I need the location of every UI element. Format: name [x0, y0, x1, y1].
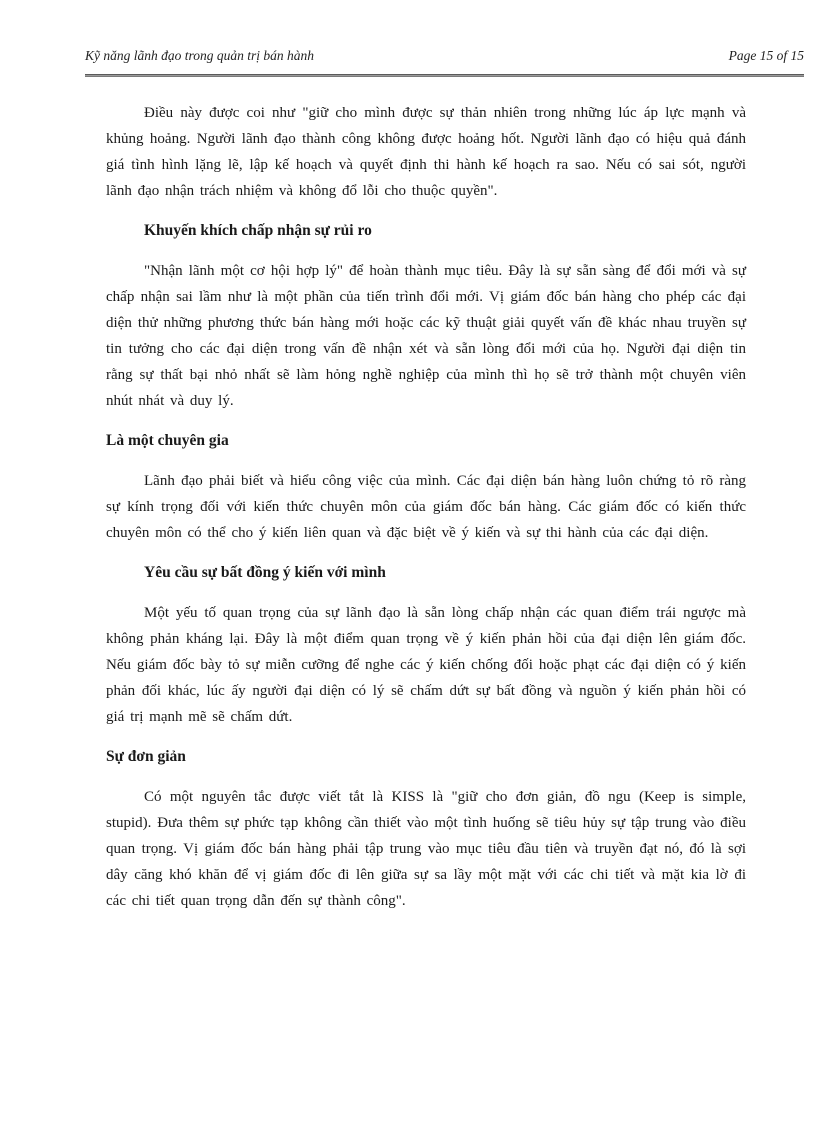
section-heading: Yêu cầu sự bất đồng ý kiến với mình — [144, 564, 386, 581]
running-title: Kỹ năng lãnh đạo trong quản trị bán hành — [85, 48, 315, 63]
paragraph: Có một nguyên tắc được viết tắt là KISS là "giữ cho đơn giản, đồ ngu (Keep is simple, stupid). Đưa thêm sự phức tạp không cần thiết vào một tình huống sẽ tiêu hủy sự tập trung vào điều quan trọng. Vị giám đốc bán hàng phải tập trung vào mục tiêu đầu tiên và truyền đạt nó, đó là sợi dây căng khó khăn để vị giám đốc đi lên giữa sự sa lầy một mặt với các chi tiết và mặt kia lờ đi các chi tiết quan trọng dẫn đến sự thành công". — [106, 789, 746, 909]
header-divider — [85, 74, 804, 77]
page-header — [85, 48, 804, 64]
paragraph: Lãnh đạo phải biết và hiểu công việc của mình. Các đại diện bán hàng luôn chứng tỏ rõ ràng sự kính trọng đối với kiến thức chuyên môn của giám đốc bán hàng. Các giám đốc có kiến thức chuyên môn có thể cho ý kiến liên quan và đặc biệt về ý kiến và sự thi hành của các đại diện. — [106, 473, 746, 541]
section-heading: Sự đơn giản — [106, 748, 186, 765]
paragraph: Điều này được coi như "giữ cho mình được sự thản nhiên trong những lúc áp lực mạnh và khủng hoảng. Người lãnh đạo thành công không được hoảng hốt. Người lãnh đạo có hiệu quả đánh giá tình hình lặng lẽ, lập kế hoạch và quyết định thi hành kế hoạch ra sao. Nếu có sai sót, người lãnh đạo nhận trách nhiệm và không đổ lỗi cho thuộc quyền". — [106, 105, 746, 199]
page-number-label: Page 15 of 15 — [728, 48, 804, 63]
document-body — [106, 100, 746, 928]
section-heading: Khuyến khích chấp nhận sự rủi ro — [144, 222, 372, 239]
section-heading: Là một chuyên gia — [106, 432, 229, 449]
paragraph: Một yếu tố quan trọng của sự lãnh đạo là sẵn lòng chấp nhận các quan điểm trái ngược mà không phản kháng lại. Đây là một điểm quan trọng về ý kiến phản hồi của đại diện lên giám đốc. Nếu giám đốc bày tỏ sự miễn cưỡng để nghe các ý kiến chống đối hoặc phạt các đại diện có ý kiến phản đối khác, lúc ấy người đại diện có lý sẽ chấm dứt sự bất đồng và nguồn ý kiến phản hồi có giá trị mạnh mẽ sẽ chấm dứt. — [106, 605, 746, 725]
paragraph: "Nhận lãnh một cơ hội hợp lý" để hoàn thành mục tiêu. Đây là sự sẵn sàng để đổi mới và sự chấp nhận sai lầm như là một phần của tiến trình đổi mới. Vị giám đốc bán hàng cho phép các đại diện thử những phương thức bán hàng mới hoặc các kỹ thuật giải quyết vấn đề khác nhau truyền sự tin tưởng cho các đại diện trong vấn đề nhận xét và sẵn lòng đổi mới của họ. Người đại diện tin rằng sự thất bại nhỏ nhất sẽ làm hỏng nghề nghiệp của mình thì họ sẽ trở thành một chuyên viên nhút nhát và duy lý. — [106, 263, 746, 409]
